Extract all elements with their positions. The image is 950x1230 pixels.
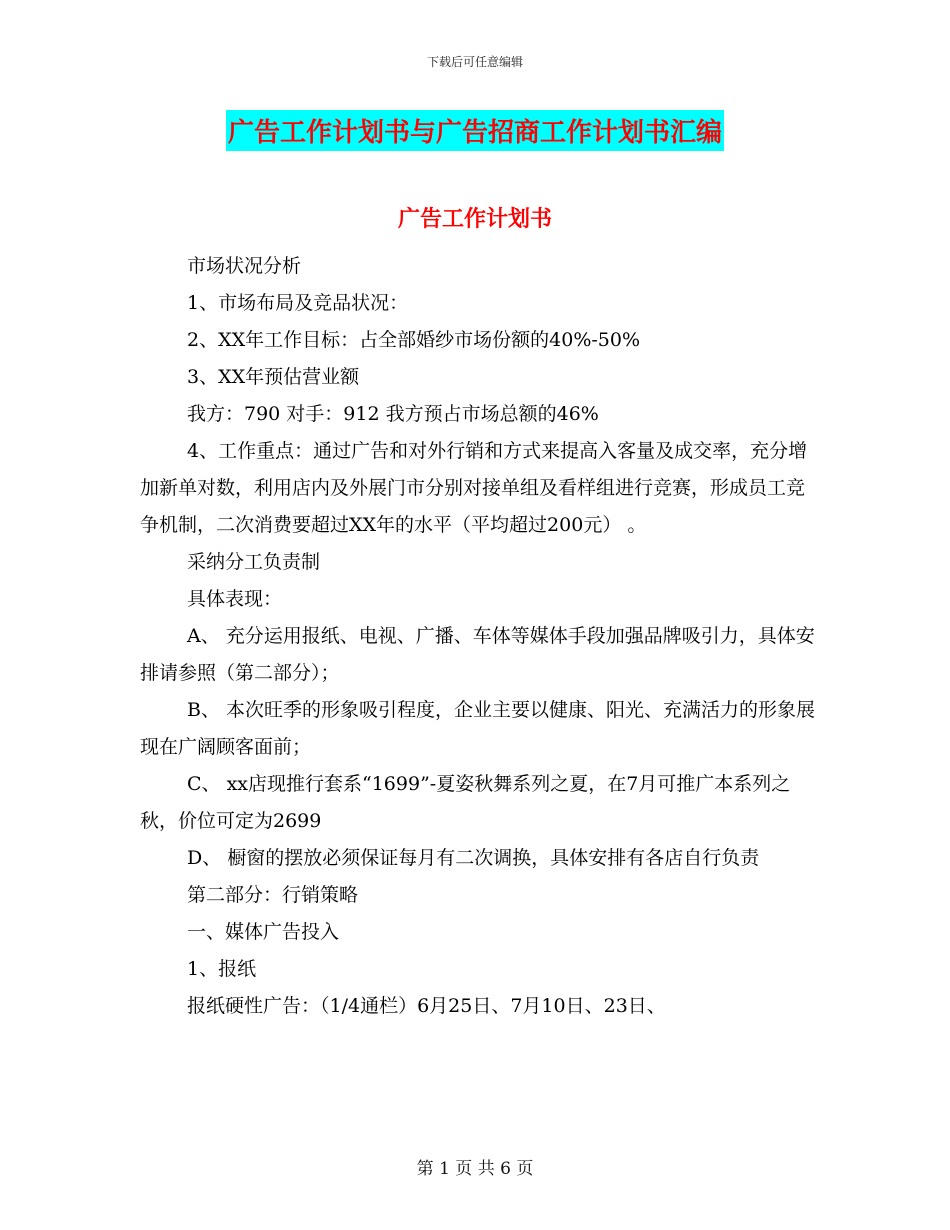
document-title-container (0, 110, 950, 151)
paragraph: 具体表现： (187, 588, 283, 610)
paragraph: 3、XX年预估营业额 (187, 366, 360, 388)
paragraph: 市场状况分析 (187, 255, 302, 277)
paragraph: 2、XX年工作目标：占全部婚纱市场份额的40%-50% (187, 329, 641, 351)
paragraph: 1、报纸 (187, 958, 257, 980)
paragraph: C、 xx店现推行套系“1699”-夏姿秋舞系列之夏，在7月可推广本系列之秋，价位可定为2699 (140, 773, 791, 832)
paragraph: D、 橱窗的摆放必须保证每月有二次调换，具体安排有各店自行负责 (187, 847, 760, 869)
document-body (140, 248, 820, 1025)
paragraph: 第二部分：行销策略 (187, 884, 359, 906)
paragraph: 4、工作重点：通过广告和对外行销和方式来提高入客量及成交率，充分增加新单对数，利用店内及外展门市分别对接单组及看样组进行竞赛，形成员工竞争机制，二次消费要超过XX年的水平（平均超过200元） 。 (140, 440, 808, 536)
paragraph: 我方：790 对手：912 我方预占市场总额的46% (187, 403, 599, 425)
paragraph: B、 本次旺季的形象吸引程度，企业主要以健康、阳光、充满活力的形象展现在广阔顾客面前； (140, 699, 816, 758)
document-title: 广告工作计划书与广告招商工作计划书汇编 (226, 110, 724, 151)
page-number: 第 1 页 共 6 页 (416, 1159, 534, 1179)
paragraph: 一、媒体广告投入 (187, 921, 340, 943)
section-title: 广告工作计划书 (397, 206, 552, 232)
page-header-note: 下载后可任意编辑 (426, 55, 523, 69)
paragraph: 报纸硬性广告：（1/4通栏）6月25日、7月10日、23日、 (187, 995, 666, 1017)
paragraph: 采纳分工负责制 (187, 551, 321, 573)
paragraph: A、 充分运用报纸、电视、广播、车体等媒体手段加强品牌吸引力，具体安排请参照（第二部分）； (140, 625, 815, 684)
paragraph: 1、市场布局及竞品状况： (187, 292, 409, 314)
